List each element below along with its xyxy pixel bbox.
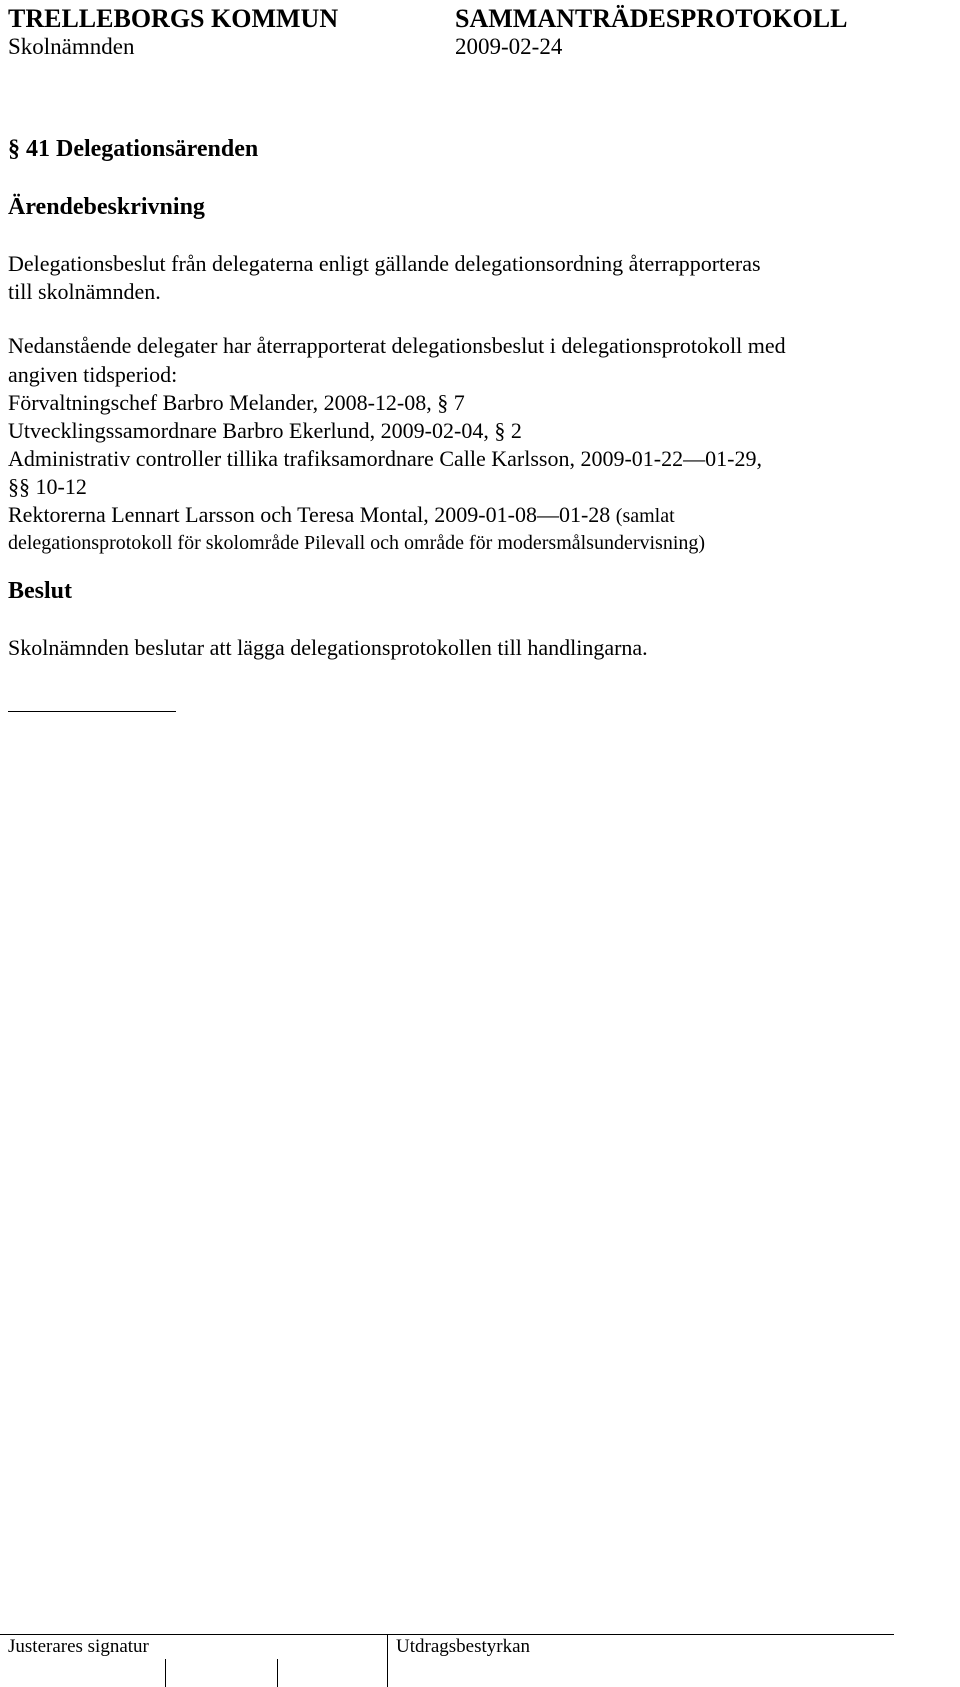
delegate-entry-text: Förvaltningschef Barbro Melander, 2008-12-08, (8, 390, 432, 415)
description-paragraph-2-line-1: Nedanstående delegater har återrapporterat delegationsbeslut i delegationsprotokoll med (8, 333, 786, 358)
paragraph-number: 7 (453, 390, 465, 415)
footer-rule (0, 1634, 894, 1635)
document-type: SAMMANTRÄDESPROTOKOLL (455, 4, 848, 33)
paragraph-number: 2 (510, 418, 522, 443)
section-symbol: § (8, 136, 20, 162)
organization-name: TRELLEBORGS KOMMUN (8, 4, 339, 33)
delegate-entry-text: Administrativ controller tillika trafiksamordnare Calle Karlsson, 2009-01-22 (8, 446, 684, 471)
extract-label: Utdragsbestyrkan (396, 1636, 531, 1657)
delegate-entry (8, 388, 465, 418)
description-paragraph-2-line-2: angiven tidsperiod: (8, 362, 178, 387)
decision-text: Skolnämnden beslutar att lägga delegationsprotokollen till handlingarna. (8, 635, 648, 660)
paragraph-number: 10-12 (35, 474, 87, 499)
section-title (8, 136, 258, 163)
signature-box-divider (277, 1659, 278, 1687)
delegate-entry (8, 500, 675, 531)
delegate-entry (8, 416, 522, 446)
section-title-text: 41 Delegationsärenden (26, 136, 259, 162)
delegate-entry (8, 444, 762, 474)
meeting-date: 2009-02-24 (455, 34, 563, 59)
paragraph-symbol: § (437, 390, 449, 415)
paragraph-symbol: §§ (8, 474, 30, 499)
delegate-entry-text-end: 01-29, (705, 446, 762, 471)
footer-divider (387, 1634, 388, 1687)
description-paragraph-1-line-2: till skolnämnden. (8, 279, 161, 304)
description-heading: Ärendebeskrivning (8, 194, 205, 220)
delegate-entry-text-end: 01-28 (558, 502, 611, 527)
delegate-entry-text: Rektorerna Lennart Larsson och Teresa Montal, 2009-01-08 (8, 502, 537, 527)
delegate-entry-paragraphs (8, 472, 87, 502)
description-paragraph-1-line-1: Delegationsbeslut från delegaterna enligt gällande delegationsordning återrapporteras (8, 251, 761, 276)
date-range-dash: — (683, 446, 706, 471)
committee-name: Skolnämnden (8, 34, 135, 59)
signature-label: Justerares signatur (8, 1636, 149, 1657)
date-range-dash: — (536, 502, 559, 527)
delegate-entry-note: (samlat (615, 505, 675, 527)
delegate-entry-note-continued: delegationsprotokoll för skolområde Pilevall och område för modersmålsundervisning) (8, 532, 706, 554)
decision-heading: Beslut (8, 578, 73, 604)
end-rule (8, 711, 176, 712)
signature-box-divider (165, 1659, 166, 1687)
delegate-entry-text: Utvecklingssamordnare Barbro Ekerlund, 2009-02-04, (8, 418, 489, 443)
paragraph-symbol: § (494, 418, 506, 443)
